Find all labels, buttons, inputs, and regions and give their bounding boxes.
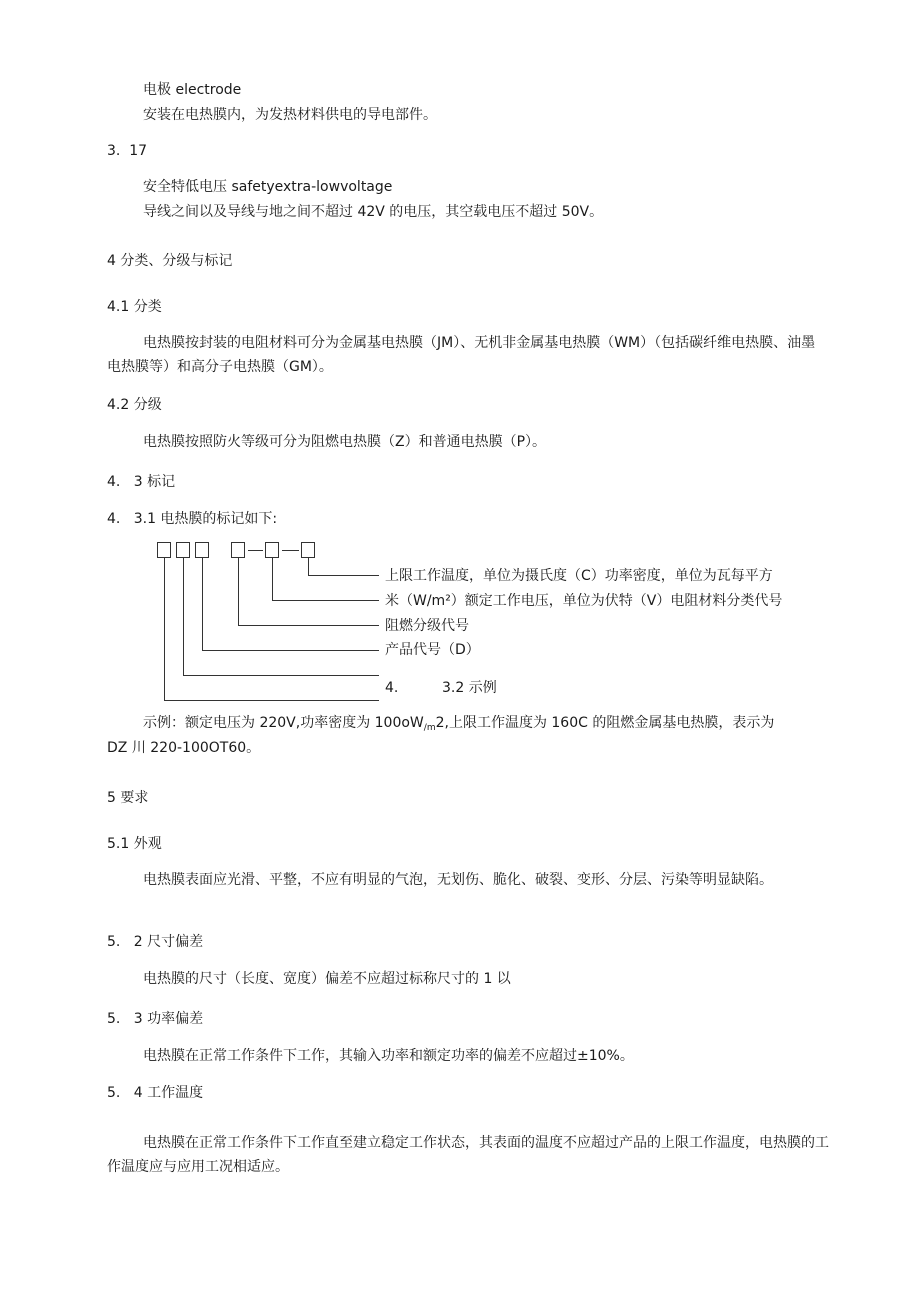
- code-box-6: [301, 542, 315, 558]
- leader-line-fire-grade: [238, 558, 239, 625]
- leader-line-fire-grade-h: [238, 625, 379, 626]
- paragraph-5-4: 电热膜在正常工作条件下工作直至建立稳定工作状态，其表面的温度不应超过产品的上限工作温度，电热膜的工作温度应与应用工况相适应。: [107, 1135, 829, 1175]
- term-electrode: 电极 electrode: [143, 82, 242, 98]
- example-text-part2: 2,上限工作温度为 160C 的阻燃金属基电热膜，表示为: [435, 715, 775, 731]
- label-product-code: 产品代号（D）: [385, 642, 480, 658]
- section-heading-4: 4 分类、分级与标记: [107, 253, 233, 269]
- code-box-2: [176, 542, 190, 558]
- leader-line-product-code-h: [202, 650, 379, 651]
- section-heading-4-3-1: 4. 3.1 电热膜的标记如下:: [107, 511, 278, 527]
- section-heading-5-2: 5. 2 尺寸偏差: [107, 934, 204, 950]
- term-safety-extra-low-voltage: 安全特低电压 safetyextra-lowvoltage: [143, 179, 393, 195]
- section-heading-4-1: 4.1 分类: [107, 299, 162, 315]
- section-heading-5-1: 5.1 外观: [107, 836, 162, 852]
- example-line-1: [143, 713, 774, 738]
- leader-line-temperature: [308, 558, 309, 575]
- leader-line-4: [183, 558, 184, 675]
- example-text-subscript: /m: [423, 723, 436, 733]
- leader-line-voltage-h: [272, 600, 379, 601]
- section-heading-5-3: 5. 3 功率偏差: [107, 1011, 204, 1027]
- section-heading-4-3: 4. 3 标记: [107, 474, 176, 490]
- paragraph-4-2: 电热膜按照防火等级可分为阻燃电热膜（Z）和普通电热膜（P）。: [143, 434, 547, 450]
- leader-line-5: [164, 558, 165, 700]
- code-dash-1: [248, 550, 263, 551]
- label-voltage-material: 米（W/m²）额定工作电压，单位为伏特（V）电阻材料分类代号: [385, 593, 783, 609]
- section-heading-5-4: 5. 4 工作温度: [107, 1085, 204, 1101]
- leader-line-5-h: [164, 700, 379, 701]
- leader-line-voltage: [272, 558, 273, 600]
- code-dash-2: [282, 550, 299, 551]
- code-box-4: [231, 542, 245, 558]
- label-4-3-2-example: 3.2 示例: [442, 680, 497, 696]
- paragraph-5-3: 电热膜在正常工作条件下工作，其输入功率和额定功率的偏差不应超过±10%。: [143, 1048, 634, 1064]
- label-fire-grade-code: 阻燃分级代号: [385, 618, 469, 634]
- paragraph-5-2: 电热膜的尺寸（长度、宽度）偏差不应超过标称尺寸的 1 以: [143, 971, 511, 987]
- code-box-3: [195, 542, 209, 558]
- label-temperature-power-density: 上限工作温度，单位为摄氏度（C）功率密度，单位为瓦每平方: [385, 568, 773, 584]
- definition-electrode: 安装在电热膜内，为发热材料供电的导电部件。: [143, 107, 437, 123]
- leader-line-4-h: [183, 675, 379, 676]
- example-text-part1: 示例：额定电压为 220V,功率密度为 100oW: [143, 715, 424, 731]
- definition-safety-extra-low-voltage: 导线之间以及导线与地之间不超过 42V 的电压，其空载电压不超过 50V。: [143, 204, 604, 220]
- example-line-2: DZ 川 220-100OT60。: [107, 740, 261, 756]
- leader-line-product-code: [202, 558, 203, 650]
- paragraph-5-1: 电热膜表面应光滑、平整，不应有明显的气泡，无划伤、脆化、破裂、变形、分层、污染等明显缺陷。: [143, 872, 773, 888]
- label-4-3-2-number: 4.: [385, 680, 399, 696]
- section-heading-4-2: 4.2 分级: [107, 397, 162, 413]
- code-box-5: [265, 542, 279, 558]
- paragraph-4-1: 电热膜按封装的电阻材料可分为金属基电热膜（JM）、无机非金属基电热膜（WM）（包括碳纤维电热膜、油墨电热膜等）和高分子电热膜（GM）。: [107, 335, 816, 375]
- clause-number-3-17: 3. 17: [107, 143, 148, 159]
- section-heading-5: 5 要求: [107, 790, 149, 806]
- leader-line-temperature-h: [308, 575, 379, 576]
- code-box-1: [157, 542, 171, 558]
